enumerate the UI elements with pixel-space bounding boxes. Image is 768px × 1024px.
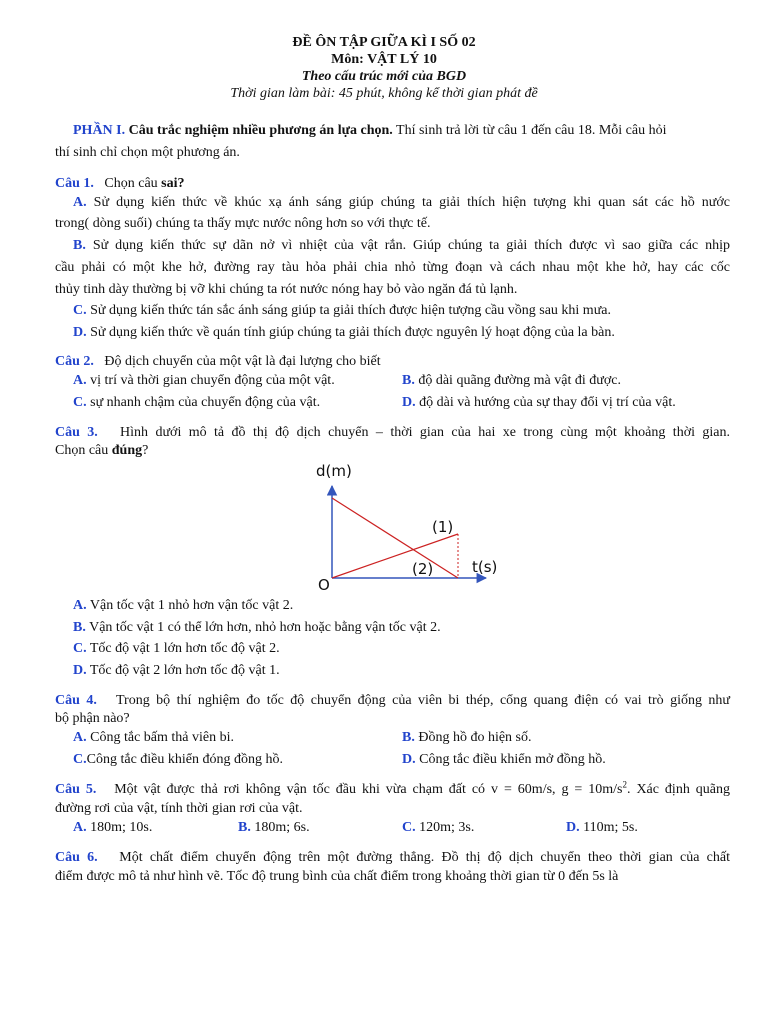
q1-b-text1: Sử dụng kiến thức sự dãn nở vì nhiệt của vật rắn. Giúp chúng ta giải thích được vì sao giữa các nhịp <box>92 238 730 253</box>
q1-d-label: D. <box>73 325 87 340</box>
q5-label: Câu 5. <box>55 782 97 797</box>
q2-b-label: B. <box>402 373 415 388</box>
q1-option-b-line3: thủy tinh dày thường bị vỡ khi chúng ta rót nước nóng hay bỏ vào ngăn đá tủ lạnh. <box>55 282 518 297</box>
q1-c-text: Sử dụng kiến thức tán sắc ánh sáng giúp ta giải thích được hiện tượng cầu vồng sau khi mưa. <box>90 303 611 318</box>
q3-text1: Hình dưới mô tả đồ thị độ dịch chuyển – thời gian của hai xe trong cùng một khoảng thời gian. <box>120 425 730 440</box>
q3-stem-line2 <box>55 440 148 462</box>
exam-structure: Theo cấu trúc mới của BGD <box>301 69 467 84</box>
exam-title: ĐỀ ÔN TẬP GIỮA KÌ I SỐ 02 <box>292 35 476 50</box>
q2-c-text: sự nhanh chậm của chuyển động của vật. <box>90 395 321 410</box>
q3-text-end: ? <box>142 443 149 458</box>
q5-c-label: C. <box>402 820 416 835</box>
q1-a-label: A. <box>73 195 87 210</box>
q5-text1a: Một vật được thả rơi không vận tốc đầu khi vừa chạm đất có v = 60m/s, g = 10m/s <box>114 782 623 797</box>
q3-text2: Chọn câu <box>55 443 112 458</box>
q4-option-b[interactable] <box>402 727 532 749</box>
q1-b-label: B. <box>73 238 86 253</box>
q5-a-text: 180m; 10s. <box>90 820 153 835</box>
x-axis-label: t(s) <box>472 558 498 576</box>
q5-option-b[interactable] <box>238 817 310 839</box>
q5-sup: 2 <box>622 779 627 790</box>
q3-label: Câu 3. <box>55 425 98 440</box>
q4-label: Câu 4. <box>55 693 97 708</box>
q2-option-a[interactable] <box>73 370 335 392</box>
q1-emph: sai? <box>161 176 185 191</box>
q4-b-text: Đồng hồ đo hiện số. <box>418 730 532 745</box>
q3-emph: đúng <box>111 443 143 458</box>
q4-d-text: Công tắc điều khiển mở đồng hồ. <box>419 752 606 767</box>
part1-title: Câu trắc nghiệm nhiều phương án lựa chọn. <box>128 123 393 138</box>
q2-option-c[interactable] <box>73 392 320 414</box>
q1-option-c[interactable] <box>73 300 611 322</box>
q4-a-label: A. <box>73 730 87 745</box>
q5-b-text: 180m; 6s. <box>254 820 310 835</box>
q5-d-label: D. <box>566 820 580 835</box>
exam-time: Thời gian làm bài: 45 phút, không kể thời gian phát đề <box>230 86 538 101</box>
part1-heading <box>73 120 730 142</box>
q1-d-text: Sử dụng kiến thức về quán tính giúp chúng ta giải thích được nguyên lý hoạt động của la bàn. <box>90 325 615 340</box>
q2-a-text: vị trí và thời gian chuyển động của một vật. <box>90 373 335 388</box>
part1-label: PHẦN I. <box>73 123 126 138</box>
q3-a-label: A. <box>73 598 87 613</box>
q4-c-text: Công tắc điều khiển đóng đồng hồ. <box>86 752 283 767</box>
q3-d-text: Tốc độ vật 2 lớn hơn tốc độ vật 1. <box>89 663 280 678</box>
q5-option-c[interactable] <box>402 817 474 839</box>
line2-label: (2) <box>412 560 434 578</box>
q2-option-b[interactable] <box>402 370 621 392</box>
q6-label: Câu 6. <box>55 850 98 865</box>
origin-label: O <box>318 576 330 594</box>
q4-option-c[interactable] <box>73 749 283 771</box>
q4-option-d[interactable] <box>402 749 606 771</box>
q2-d-text: độ dài và hướng của sự thay đổi vị trí của vật. <box>419 395 676 410</box>
q3-b-text: Vận tốc vật 1 có thể lớn hơn, nhỏ hơn hoặc bằng vận tốc vật 2. <box>89 620 441 635</box>
q2-d-label: D. <box>402 395 416 410</box>
q3-b-label: B. <box>73 620 86 635</box>
exam-subject: Môn: VẬT LÝ 10 <box>331 52 437 67</box>
q3-option-a[interactable] <box>73 595 293 617</box>
q6-text1: Một chất điểm chuyển động trên một đường thẳng. Đồ thị độ dịch chuyển theo thời gian của chất <box>119 850 730 865</box>
q4-text1: Trong bộ thí nghiệm đo tốc độ chuyển động của viên bi thép, cổng quang điện có vai trò giống như <box>115 693 731 708</box>
q4-b-label: B. <box>402 730 415 745</box>
q3-stem-line1 <box>55 422 730 444</box>
q1-option-b-line2: cầu phải có một khe hở, đường ray tàu hỏa phải chia nhỏ từng đoạn và cách nhau một khe hở, hay các cốc <box>55 260 730 275</box>
q4-c-label: C. <box>73 752 87 767</box>
q5-option-a[interactable] <box>73 817 152 839</box>
q2-b-text: độ dài quãng đường mà vật đi được. <box>418 373 621 388</box>
q1-option-d[interactable] <box>73 322 615 344</box>
q3-c-label: C. <box>73 641 87 656</box>
q2-a-label: A. <box>73 373 87 388</box>
graph-line-2 <box>332 498 458 578</box>
q1-option-a-line1[interactable] <box>73 192 730 214</box>
q5-b-label: B. <box>238 820 251 835</box>
q2-option-d[interactable] <box>402 392 676 414</box>
q5-option-d[interactable] <box>566 817 638 839</box>
q3-option-d[interactable] <box>73 660 280 682</box>
q5-a-label: A. <box>73 820 87 835</box>
q3-d-label: D. <box>73 663 87 678</box>
y-axis-label: d(m) <box>316 462 352 480</box>
q3-a-text: Vận tốc vật 1 nhỏ hơn vận tốc vật 2. <box>89 598 294 613</box>
q5-c-text: 120m; 3s. <box>419 820 475 835</box>
q4-d-label: D. <box>402 752 416 767</box>
q1-c-label: C. <box>73 303 87 318</box>
part1-instruction-1: Thí sinh trả lời từ câu 1 đến câu 18. Mỗi câu hỏi <box>396 123 667 138</box>
q1-a-text1: Sử dụng kiến thức về khúc xạ ánh sáng giúp chúng ta giải thích hiện tượng khi quan sát các hồ nước <box>93 195 730 210</box>
graph-line-1 <box>332 534 458 578</box>
q2-c-label: C. <box>73 395 87 410</box>
q1-option-a-line2: trong( dòng suối) chúng ta thấy mực nước nông hơn so với thực tế. <box>55 216 431 231</box>
q1-option-b-line1[interactable] <box>73 235 730 257</box>
q4-a-text: Công tắc bấm thả viên bi. <box>90 730 234 745</box>
line1-label: (1) <box>432 518 454 536</box>
q4-option-a[interactable] <box>73 727 234 749</box>
q2-label: Câu 2. <box>55 354 94 369</box>
q6-stem-line2: điểm được mô tả như hình vẽ. Tốc độ trung bình của chất điểm trong khoảng thời gian từ 0 đến 5s là <box>55 869 619 884</box>
q4-stem-line2: bộ phận nào? <box>55 711 130 726</box>
q5-d-text: 110m; 5s. <box>583 820 638 835</box>
part1-instruction-2: thí sinh chỉ chọn một phương án. <box>55 145 240 160</box>
q2-text: Độ dịch chuyển của một vật là đại lượng cho biết <box>104 354 381 369</box>
q1-label: Câu 1. <box>55 176 94 191</box>
q4-stem-line1 <box>55 690 730 712</box>
q3-graph <box>300 458 510 594</box>
q5-text1b: . Xác định quãng <box>627 782 730 797</box>
q1-text: Chọn câu <box>104 176 162 191</box>
q3-c-text: Tốc độ vật 1 lớn hơn tốc độ vật 2. <box>89 641 280 656</box>
q5-stem-line2: đường rơi của vật, tính thời gian rơi của vật. <box>55 801 303 816</box>
q3-option-c[interactable] <box>73 638 280 660</box>
q3-option-b[interactable] <box>73 617 441 639</box>
